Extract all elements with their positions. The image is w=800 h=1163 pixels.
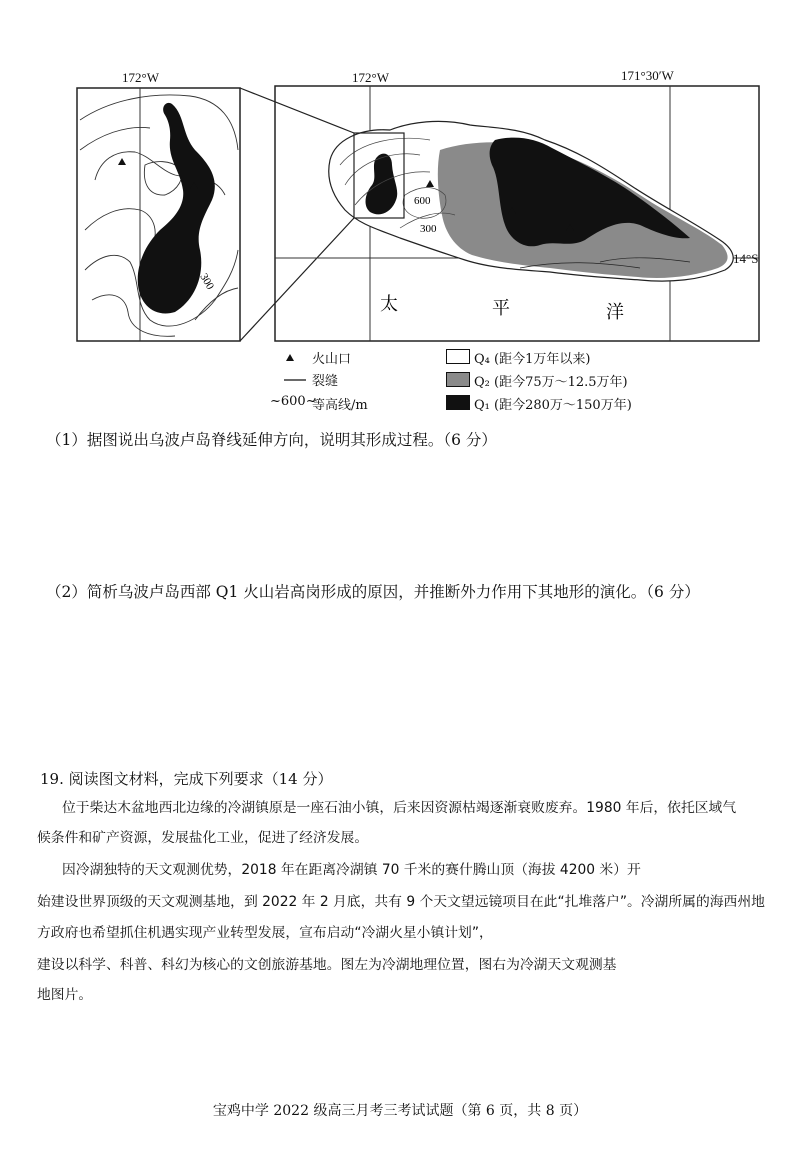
q19-line-3: 因冷湖独特的天文观测优势，2018 年在距离冷湖镇 70 千米的赛什腾山顶（海拔 4200 米）开 [62, 862, 641, 878]
question-19-title: 19. 阅读图文材料，完成下列要求（14 分） [40, 770, 333, 788]
q19-line-7: 地图片。 [37, 987, 93, 1003]
inset-contour [85, 209, 155, 250]
main-longitude-right-label: 171°30′W [621, 68, 674, 83]
latitude-label: 14°S [733, 251, 759, 266]
q19-line-6: 建设以科学、科普、科幻为核心的文创旅游基地。图左为冷湖地理位置，图右为冷湖天文观测基 [37, 957, 617, 973]
legend-q1-swatch [446, 395, 470, 410]
ocean-char-1: 太 [380, 294, 398, 314]
q1-volcanic-area-east [490, 138, 690, 247]
legend-q2-label: Q₂ (距今75万～12.5万年) [474, 375, 628, 390]
legend-q1-label: Q₁ (距今280万～150万年) [474, 398, 632, 413]
q19-line-2: 候条件和矿产资源，发展盐化工业，促进了经济发展。 [37, 830, 369, 846]
legend-fissure-label: 裂缝 [312, 374, 339, 389]
legend-q4-swatch [446, 349, 470, 364]
inset-connector-top [240, 88, 354, 133]
contour-600-label: 600 [414, 195, 431, 207]
legend-contour-label: 等高线/m [312, 398, 368, 413]
ocean-char-3: 洋 [606, 302, 624, 322]
ocean-char-2: 平 [492, 298, 510, 318]
inset-contour-300-label: 300 [197, 271, 217, 292]
question-2: （2）简析乌波卢岛西部 Q1 火山岩高岗形成的原因，并推断外力作用下其地形的演化。（6 分） [46, 583, 700, 601]
inset-contour [80, 95, 238, 150]
inset-connector-bottom [240, 218, 354, 341]
q19-line-5: 方政府也希望抓住机遇实现产业转型发展，宣布启动“冷湖火星小镇计划”， [37, 925, 493, 941]
upolu-island-map [0, 0, 800, 350]
legend-fissure-icon [284, 378, 308, 382]
main-longitude-left-label: 172°W [352, 70, 389, 85]
q19-line-1: 位于柴达木盆地西北边缘的冷湖镇原是一座石油小镇，后来因资源枯竭逐渐衰败废弃。1980 年后，依托区域气 [62, 800, 737, 816]
legend-q2-swatch [446, 372, 470, 387]
inset-longitude-label: 172°W [122, 70, 159, 85]
page-footer: 宝鸡中学 2022 级高三月考三考试试题（第 6 页，共 8 页） [212, 1103, 588, 1119]
contour-300-label: 300 [420, 223, 437, 235]
legend-q4-label: Q₄ (距今1万年以来) [474, 352, 591, 367]
inset-contour [195, 288, 238, 320]
legend-crater-label: 火山口 [312, 352, 352, 367]
legend-contour-sample: ~600~ [270, 394, 317, 409]
legend-crater-icon [284, 351, 296, 363]
inset-crater-icon [118, 158, 126, 165]
q19-line-4: 始建设世界顶级的天文观测基地，到 2022 年 2 月底，共有 9 个天文望远镜项目在此“扎堆落户”。冷湖所属的海西州地 [37, 894, 765, 910]
map-legend [270, 348, 744, 418]
question-1: （1）据图说出乌波卢岛脊线延伸方向，说明其形成过程。（6 分） [46, 431, 497, 449]
